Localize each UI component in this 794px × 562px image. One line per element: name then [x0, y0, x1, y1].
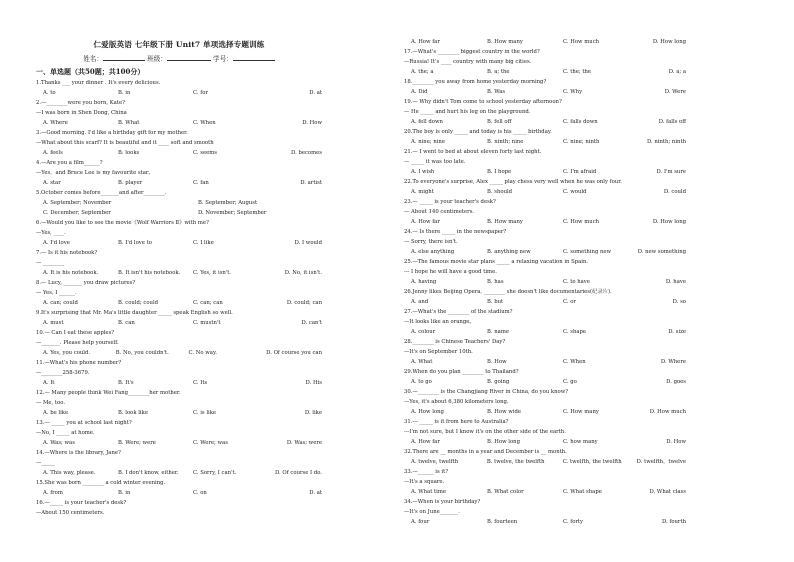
answer-option[interactable]: C. Were; was [193, 440, 228, 446]
answer-option[interactable]: B. I'd love to [118, 240, 152, 246]
answer-options [404, 137, 686, 147]
answer-option[interactable]: C. can; can [193, 300, 223, 306]
answer-option[interactable]: B. It isn't his notebook. [118, 270, 181, 276]
question-line: —It's a square. [404, 479, 445, 485]
question-line: 24.— Is there _____ in the newspaper? [404, 229, 507, 235]
answer-option[interactable]: B. name [487, 329, 509, 335]
question-line: 29.When do you plan ________ to Thailand? [404, 369, 519, 375]
answer-option[interactable]: C. mustn't [193, 320, 221, 326]
answer-option[interactable]: A. twelve, twelfth [411, 459, 459, 465]
answer-option[interactable]: D. falls off [658, 119, 686, 125]
answer-options [36, 208, 322, 218]
answer-option[interactable]: B. How long [487, 439, 520, 445]
answer-option[interactable]: B. How many [487, 39, 523, 45]
question-line: —It's on September 10th. [404, 349, 473, 355]
question-line: 9.It's surprising that Mr. Ma's little daughter _____ speak English so well. [36, 310, 233, 316]
page-title: 仁爱版英语 七年级下册 Unit7 单项选择专题训练 [93, 40, 265, 49]
answer-options [36, 438, 322, 448]
answer-option[interactable]: A. the; a [411, 69, 434, 75]
answer-options [404, 247, 686, 257]
question-line: 14.—Where is the library, Jane? [36, 450, 121, 456]
answer-option[interactable]: B. can [118, 320, 135, 326]
question-line: 26.Jenny likes Beijing Opera, ________ she doesn't like documentaries(纪录片). [404, 289, 612, 295]
answer-option[interactable]: D. goes [666, 379, 686, 385]
answer-option[interactable]: C. would [563, 189, 587, 195]
question-line: — Me, too. [36, 400, 66, 406]
answer-option[interactable]: D. twelfth，twelve [636, 459, 687, 465]
answer-option[interactable]: D. No, it isn't. [284, 270, 322, 276]
answer-option[interactable]: D. How much [649, 409, 686, 415]
question-line: 6.—Would you like to see the movie《Wolf Warriors Ⅱ》with me? [36, 220, 209, 226]
question-line: —It's on June_______. [404, 509, 460, 515]
question-line: 11.—What's his phone number? [36, 360, 122, 366]
answer-option[interactable]: B. has [487, 279, 504, 285]
left-question-list [36, 78, 322, 518]
right-question-list [404, 37, 686, 527]
question-line: —It looks like an orange。 [404, 319, 475, 325]
answer-options [36, 348, 322, 358]
answer-options [404, 457, 686, 467]
answer-options [404, 437, 686, 447]
answer-option[interactable]: B. September; August [198, 200, 258, 206]
question-line: 21.— I went to bed at about eleven forty last night. [404, 149, 542, 155]
answer-option[interactable]: B. It's [118, 380, 134, 386]
answer-options [404, 517, 686, 527]
id-label: 学号： [213, 55, 233, 63]
answer-option[interactable]: A. How far [411, 219, 440, 225]
answer-option[interactable]: C. Why [563, 89, 583, 95]
answer-option[interactable]: A. four [411, 519, 430, 525]
answer-option[interactable]: C. When [563, 359, 586, 365]
answer-option[interactable]: A. to go [411, 379, 432, 385]
answer-option[interactable]: D. ninth; ninth [646, 139, 686, 145]
question-line: 30.—________ is the Changjiang River in China, do you know? [404, 389, 569, 395]
question-line: —About 150 centimeters. [36, 510, 105, 516]
answer-option[interactable]: D. have [665, 279, 686, 285]
answer-option[interactable]: C. How many [563, 409, 599, 415]
answer-option[interactable]: A. from [43, 490, 63, 496]
question-line: 33.—______ is it? [404, 469, 449, 475]
answer-option[interactable]: A. nine; nine [411, 139, 445, 145]
question-line: 16.—_____ is your teacher's desk? [36, 500, 127, 506]
answer-option[interactable]: A. be like [43, 410, 69, 416]
answer-option[interactable]: A. feels [43, 150, 63, 156]
answer-option[interactable]: C. seems [193, 150, 217, 156]
answer-option[interactable]: A. fell down [411, 119, 443, 125]
answer-option[interactable]: D. new something [637, 249, 686, 255]
question-line: --- I hope he will have a good time. [404, 269, 497, 275]
answer-option[interactable]: D. How long [652, 219, 686, 225]
answer-option[interactable]: D. a; a [668, 69, 686, 75]
question-line: 20.The boy is only _____ and today is his _____ birthday. [404, 129, 552, 135]
question-line: 31.--- _____ is it from here to Australia? [404, 419, 509, 425]
answer-options [36, 378, 322, 388]
question-line: 1.Thanks ___ your dinner . It's every delicious. [36, 80, 161, 86]
answer-option[interactable]: D. Were [664, 89, 686, 95]
question-line: —Yes, it's about 6,380 kilometers long. [404, 399, 509, 405]
answer-option[interactable]: C. What shape [563, 489, 602, 495]
answer-option[interactable]: D. could [663, 189, 686, 195]
answer-option[interactable]: D. I would [294, 240, 322, 246]
answer-options [404, 407, 686, 417]
question-line: —No, I _____ at home. [36, 430, 95, 436]
question-line: 19.— Why didn't Tom come to school yesterday afternoon? [404, 99, 562, 105]
answer-options [36, 488, 322, 498]
answer-option[interactable]: D. artist [300, 180, 322, 186]
answer-option[interactable]: D. can't [301, 320, 322, 326]
answer-option[interactable]: D. could; can [286, 300, 322, 306]
answer-option[interactable]: A. Did [411, 89, 428, 95]
question-line: 23.— _____ is your teacher's desk? [404, 199, 496, 205]
answer-option[interactable]: D. Was; were [286, 440, 322, 446]
question-line: 22.To everyone's surprise, Alex _____ play chess very well when he was only four. [404, 179, 622, 185]
question-line: — Yes, I ______. [36, 290, 77, 296]
left-column [36, 0, 322, 518]
question-line: 2.—________were you born, Kate? [36, 100, 125, 106]
answer-option[interactable]: D. How [666, 439, 686, 445]
answer-options [404, 357, 686, 367]
question-line: —Yes, ____. [36, 230, 66, 236]
answer-option[interactable]: B. looks [118, 150, 140, 156]
answer-option[interactable]: C. No way. [188, 350, 217, 356]
question-line: —What about this scarf? It is beautiful and it ____ soft and smooth [36, 140, 214, 146]
answer-option[interactable]: A. Yes, you could. [43, 350, 91, 356]
answer-option[interactable]: B. in [118, 90, 131, 96]
answer-option[interactable]: A. colour [411, 329, 436, 335]
answer-option[interactable]: D. so [672, 299, 686, 305]
answer-option[interactable]: A. having [411, 279, 437, 285]
answer-option[interactable]: A. What time [411, 489, 446, 495]
answer-option[interactable]: C. forty [563, 519, 584, 525]
answer-option[interactable]: D. What class [649, 489, 686, 495]
answer-option[interactable]: C. Sorry, I can't. [193, 470, 237, 476]
question-line: 13.— _____ you at school last night? [36, 420, 132, 426]
answer-option[interactable]: D. November; September [198, 210, 267, 216]
answer-option[interactable]: A. must [43, 320, 64, 326]
answer-options [404, 277, 686, 287]
answer-options [404, 187, 686, 197]
answer-option[interactable]: B. could; could [118, 300, 159, 306]
answer-options [36, 88, 322, 98]
answer-option[interactable]: C. something new [563, 249, 612, 255]
answer-option[interactable]: A. How long [411, 409, 444, 415]
question-line: —_______. Please help yourself. [36, 340, 119, 346]
answer-option[interactable]: B. twelve, the twelfth [486, 459, 545, 465]
question-line: — He _____ and hurt his leg on the playground. [404, 109, 531, 115]
question-line: —Russia! It's ____ country with many big cities. [404, 59, 532, 65]
answer-option[interactable]: B. What color [487, 489, 524, 495]
answer-options [36, 268, 322, 278]
answer-options [36, 468, 322, 478]
answer-option[interactable]: D. at [309, 90, 322, 96]
question-line: 15.She was born ________ a cold winter evening. [36, 480, 166, 486]
answer-option[interactable]: A. What [411, 359, 433, 365]
answer-options [36, 238, 322, 248]
answer-option[interactable]: C. the; the [563, 69, 592, 75]
answer-option[interactable]: B. How wide [487, 409, 522, 415]
answer-option[interactable]: B. Were; were [118, 440, 156, 446]
answer-option[interactable]: A. to [43, 90, 56, 96]
question-line: 25.---The famous movie star plans _____ a relaxing vacation in Spain. [404, 259, 589, 265]
answer-option[interactable]: B. No, you couldn't. [115, 350, 169, 356]
answer-option[interactable]: A. Was; was [43, 440, 75, 446]
answer-option[interactable]: A. else anything [411, 249, 455, 255]
answer-options [36, 148, 322, 158]
document-header [36, 39, 322, 64]
question-line: 32.There are __ months in a year and December is __ month. [404, 449, 567, 455]
answer-option[interactable]: C. on [193, 490, 207, 496]
question-line: 3.—Good morning. I'd like a birthday gift for my mother. [36, 130, 188, 136]
answer-options [404, 217, 686, 227]
answer-options [404, 377, 686, 387]
question-line: 4.—Are you a film______? [36, 160, 103, 166]
answer-options [404, 327, 686, 337]
answer-option[interactable]: A. Where [43, 120, 68, 126]
question-line: —Yes，and Bruce Lee is my favourite star。 [36, 170, 154, 176]
answer-option[interactable]: B. How [487, 359, 507, 365]
answer-option[interactable]: C. go [563, 379, 577, 385]
answer-options [36, 318, 322, 328]
answer-option[interactable]: C. How much [563, 39, 600, 45]
answer-option[interactable]: B. fell off [487, 119, 512, 125]
answer-options [404, 117, 686, 127]
answer-option[interactable]: C. how many [563, 439, 598, 445]
answer-option[interactable]: C. twelfth, the twelfth [562, 459, 622, 465]
answer-option[interactable]: C. or [563, 299, 576, 305]
question-line: — Sorry, there isn't. [404, 239, 458, 245]
answer-option[interactable]: C. fan [193, 180, 209, 186]
question-line: —________258-3679. [36, 370, 90, 376]
answer-options [404, 487, 686, 497]
answer-option[interactable]: B. in [118, 490, 131, 496]
answer-option[interactable]: D. How [302, 120, 322, 126]
answer-option[interactable]: C. shape [563, 329, 587, 335]
answer-option[interactable]: B. ninth; nine [487, 139, 524, 145]
answer-option[interactable]: D. fourth [661, 519, 686, 525]
answer-option[interactable]: B. What [118, 120, 140, 126]
answer-option[interactable]: C. I'm afraid [563, 169, 597, 175]
answer-options [404, 67, 686, 77]
answer-options [36, 118, 322, 128]
question-line: 28.________ is Chinese Teachers' Day? [404, 339, 506, 345]
answer-options [36, 298, 322, 308]
answer-options [404, 297, 686, 307]
answer-option[interactable]: C. Yes, it isn't. [193, 270, 232, 276]
answer-options [36, 178, 322, 188]
answer-option[interactable]: C. for [193, 90, 208, 96]
answer-option[interactable]: B. anything new [487, 249, 531, 255]
question-line: 5.October comes before_______and after________. [36, 190, 167, 196]
answer-option[interactable]: C. How much [563, 219, 600, 225]
question-line: 10.— Can I eat these apples? [36, 330, 115, 336]
answer-option[interactable]: D. Where [660, 359, 686, 365]
question-line: —_____ [36, 460, 55, 466]
id-field[interactable] [233, 53, 275, 61]
answer-option[interactable]: A. star [43, 180, 61, 186]
answer-option[interactable]: A. This way, please. [43, 470, 96, 476]
right-column [404, 37, 686, 527]
question-line: — ________ [36, 260, 65, 266]
answer-option[interactable]: D. Of course you can [266, 350, 323, 356]
answer-option[interactable]: B. a; the [487, 69, 510, 75]
class-field[interactable] [167, 53, 211, 61]
answer-option[interactable]: D. Of course I do. [275, 470, 322, 476]
answer-option[interactable]: C. Its [193, 380, 208, 386]
question-line: —I was born in Shen Dong, China [36, 110, 127, 116]
answer-option[interactable]: A. I'd love [43, 240, 70, 246]
question-line: — _____ it was too late. [404, 159, 466, 165]
answer-option[interactable]: D. How long [652, 39, 686, 45]
answer-option[interactable]: C. is like [193, 410, 217, 416]
question-line: 27.—What's the ________ of the stadium? [404, 309, 513, 315]
question-line: 8.— Lucy, _______ you draw pictures? [36, 280, 136, 286]
answer-option[interactable]: B. but [487, 299, 504, 305]
answer-options [404, 167, 686, 177]
answer-option[interactable]: B. Was [487, 89, 506, 95]
answer-option[interactable]: C. I like [193, 240, 214, 246]
name-label: 姓名： [83, 55, 103, 63]
answer-option[interactable]: D. at [309, 490, 322, 496]
answer-option[interactable]: B. I hope [487, 169, 512, 175]
question-line: 17.—What's ________ biggest country in the world? [404, 49, 540, 55]
answer-option[interactable]: B. fourteen [487, 519, 518, 525]
answer-option[interactable]: A. September; November [43, 200, 112, 206]
answer-option[interactable]: B. should [487, 189, 513, 195]
answer-option[interactable]: A. can; could [43, 300, 78, 306]
answer-option[interactable]: D. size [668, 329, 686, 335]
answer-option[interactable]: B. I don't know, either. [118, 470, 179, 476]
answer-option[interactable]: D. like [304, 410, 322, 416]
answer-option[interactable]: B. player [118, 180, 143, 186]
answer-option[interactable]: C. nine; ninth [563, 139, 600, 145]
answer-option[interactable]: D. His [305, 380, 322, 386]
section-heading: 一、单选题（共50题；共100分） [36, 67, 145, 76]
answer-options [404, 37, 686, 47]
answer-option[interactable]: C. to have [563, 279, 590, 285]
answer-option[interactable]: A. How far [411, 439, 440, 445]
answer-option[interactable]: A. and [411, 299, 429, 305]
question-line: 34.—When is your birthday? [404, 499, 481, 505]
answer-options [404, 87, 686, 97]
answer-option[interactable]: D. I'm sure [656, 169, 686, 175]
answer-option[interactable]: A. How far [411, 39, 440, 45]
question-line: ---I'm not sure, but I know it's on the other side of the earth. [404, 429, 566, 435]
answer-option[interactable]: C. When [193, 120, 216, 126]
question-line: 12.— Many people think Wei Fang________her mother. [36, 390, 181, 396]
answer-options [36, 198, 322, 208]
answer-option[interactable]: B. How many [487, 219, 523, 225]
answer-option[interactable]: D. becomes [291, 150, 322, 156]
answer-option[interactable]: C. falls down [563, 119, 598, 125]
student-info-line [36, 53, 322, 64]
answer-option[interactable]: A. I wish [411, 169, 435, 175]
answer-option[interactable]: B. going [487, 379, 510, 385]
name-field[interactable] [103, 53, 145, 61]
answer-option[interactable]: A. It is his notebook. [43, 270, 99, 276]
answer-options [36, 408, 322, 418]
answer-option[interactable]: A. might [411, 189, 434, 195]
class-label: 班级： [147, 55, 167, 63]
answer-option[interactable]: A. It [43, 380, 55, 386]
answer-option[interactable]: B. look like [118, 410, 148, 416]
answer-option[interactable]: C. December; September [43, 210, 111, 216]
question-line: — About 140 centimeters. [404, 209, 475, 215]
question-line: 7.— Is it his notebook? [36, 250, 98, 256]
question-line: 18.________ you away from home yesterday morning? [404, 79, 547, 85]
